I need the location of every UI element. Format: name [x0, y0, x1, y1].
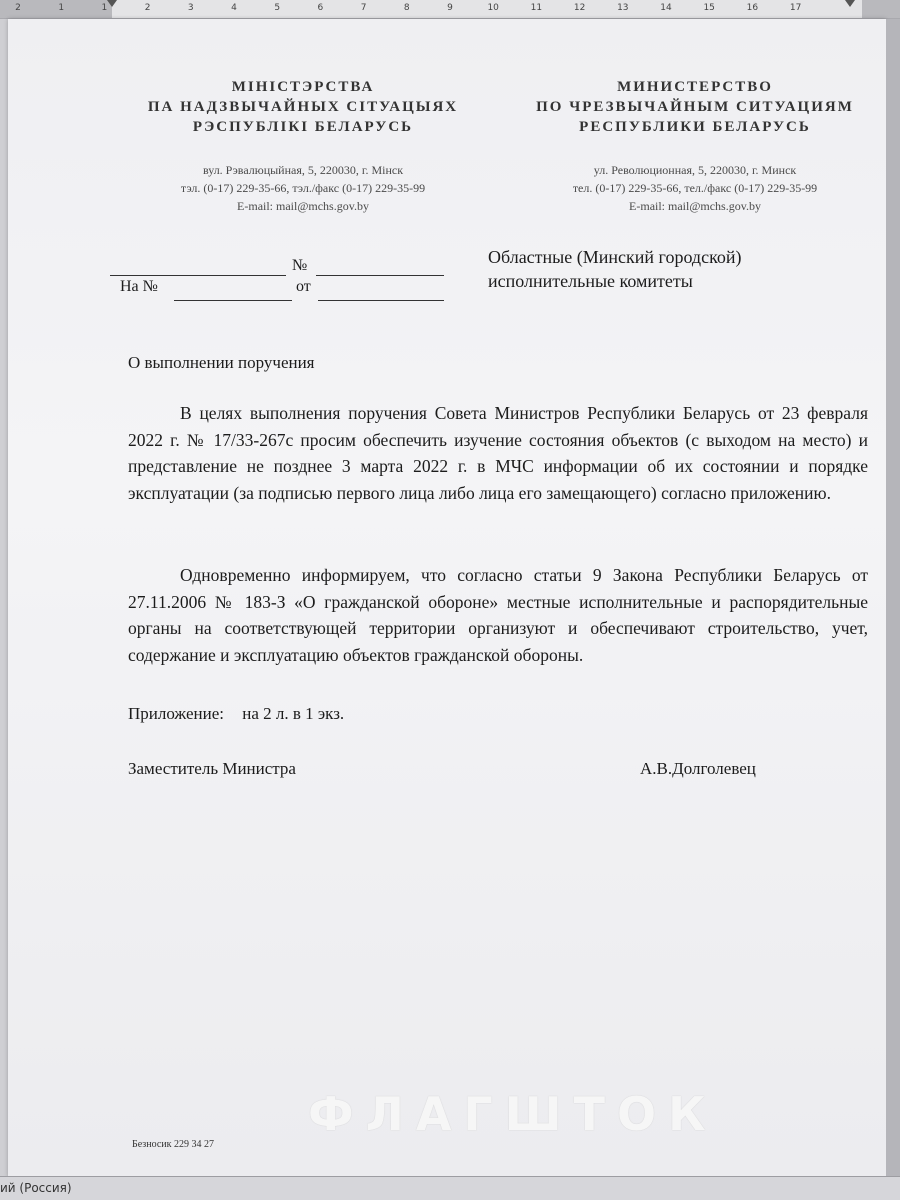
attachment-value: на 2 л. в 1 экз. — [242, 704, 345, 723]
letterhead-left-title — [118, 77, 488, 137]
letterhead-right-address: ул. Революционная, 5, 220030, г. Минск — [593, 163, 797, 177]
executor-contact: Безносик 229 34 27 — [132, 1139, 215, 1150]
ruler-tick: 1 — [58, 3, 65, 13]
ruler-tick: 8 — [403, 3, 410, 13]
reg-number-line[interactable] — [316, 275, 444, 276]
ruler-tick: 16 — [746, 3, 759, 13]
ruler-tick: 17 — [789, 3, 802, 13]
letterhead-left-line2: ПА НАДЗВЫЧАЙНЫХ СІТУАЦЫЯХ — [147, 99, 459, 115]
letterhead-right-line1: МИНИСТЕРСТВО — [617, 79, 773, 95]
right-indent-marker[interactable] — [845, 0, 855, 7]
ref-label: На № — [120, 278, 158, 295]
letterhead-left-address: вул. Рэвалюцыйная, 5, 220030, г. Мінск — [202, 163, 404, 177]
body-paragraph-2: Одновременно информируем, что согласно статьи 9 Закона Республики Беларусь от 27.11.2006 № 183-З «О гражданской обороне» местные исполнительные и распорядительные органы на соответствующей территории организуют и обеспечивают строительство, учет, содержание и эксплуатацию объектов гражданской обороны. — [128, 565, 868, 665]
ruler-tick: 10 — [487, 3, 499, 13]
body-paragraph-1: В целях выполнения поручения Совета Министров Республики Беларусь от 23 февраля 2022 г. № 17/33-267с просим обеспечить изучение состояния объектов (с выходом на место) и представление не позднее 3 марта 2022 г. в МЧС информации об их состоянии и порядке эксплуатации (за подписью первого лица либо лица его замещающего) согласно приложению. — [128, 403, 868, 503]
letterhead-right-line3: РЕСПУБЛИКИ БЕЛАРУСЬ — [579, 119, 811, 135]
ruler-tick: 13 — [617, 3, 629, 13]
ruler-tick: 2 — [144, 3, 151, 13]
horizontal-ruler[interactable] — [0, 0, 900, 19]
ref-number-line[interactable] — [174, 300, 292, 301]
ruler-tick: 12 — [573, 3, 586, 13]
letterhead-left-contacts — [118, 161, 488, 215]
ruler-tick: 14 — [660, 3, 672, 13]
ruler-tick: 11 — [530, 3, 543, 13]
reg-number-sign: № — [292, 257, 308, 274]
ruler-tick: 4 — [231, 3, 237, 13]
document-page[interactable] — [8, 19, 886, 1177]
ruler-tick: 5 — [274, 3, 281, 13]
reg-date-line[interactable] — [110, 275, 286, 276]
ruler-right-margin — [862, 0, 900, 18]
ruler-tick: 1 — [101, 3, 108, 13]
ruler-tick: 15 — [703, 3, 715, 13]
letterhead-right-line2: ПО ЧРЕЗВЫЧАЙНЫМ СИТУАЦИЯМ — [536, 99, 854, 115]
letterhead-left-email: E-mail: mail@mchs.gov.by — [237, 199, 369, 213]
letterhead-right-email: E-mail: mail@mchs.gov.by — [629, 199, 761, 213]
signatory-title: Заместитель Министра — [128, 759, 296, 778]
status-language[interactable]: ий (Россия) — [0, 1181, 72, 1195]
letterhead-left-line3: РЭСПУБЛІКІ БЕЛАРУСЬ — [192, 119, 414, 135]
letterhead-right-title — [510, 77, 880, 137]
attachment-line — [128, 704, 344, 724]
recipient-line1: Областные (Минский городской) — [488, 247, 742, 267]
ruler-tick: 6 — [317, 3, 324, 13]
letterhead-right-contacts — [510, 161, 880, 215]
letterhead-left-phones: тэл. (0-17) 229-35-66, тэл./факс (0-17) 229-35-99 — [180, 181, 426, 195]
ruler-tick: 9 — [447, 3, 453, 13]
recipient-block — [488, 245, 742, 293]
recipient-line2: исполнительные комитеты — [488, 271, 693, 291]
signatory-name: А.В.Долголевец — [640, 759, 756, 778]
letterhead-right-phones: тел. (0-17) 229-35-66, тел./факс (0-17) 229-35-99 — [572, 181, 818, 195]
ruler-tick: 3 — [187, 3, 194, 13]
vertical-scrollbar[interactable] — [886, 19, 900, 1177]
letter-subject: О выполнении поручения — [128, 353, 315, 372]
ruler-tick: 2 — [15, 3, 21, 13]
attachment-label: Приложение: — [128, 704, 224, 723]
ref-date-line[interactable] — [318, 300, 444, 301]
watermark-logo: ФЛАГШТОК — [308, 1087, 718, 1141]
status-bar — [0, 1176, 900, 1200]
ruler-tick: 7 — [360, 3, 367, 13]
ref-from-label: от — [296, 278, 311, 295]
letterhead-left-line1: МІНІСТЭРСТВА — [231, 79, 375, 95]
